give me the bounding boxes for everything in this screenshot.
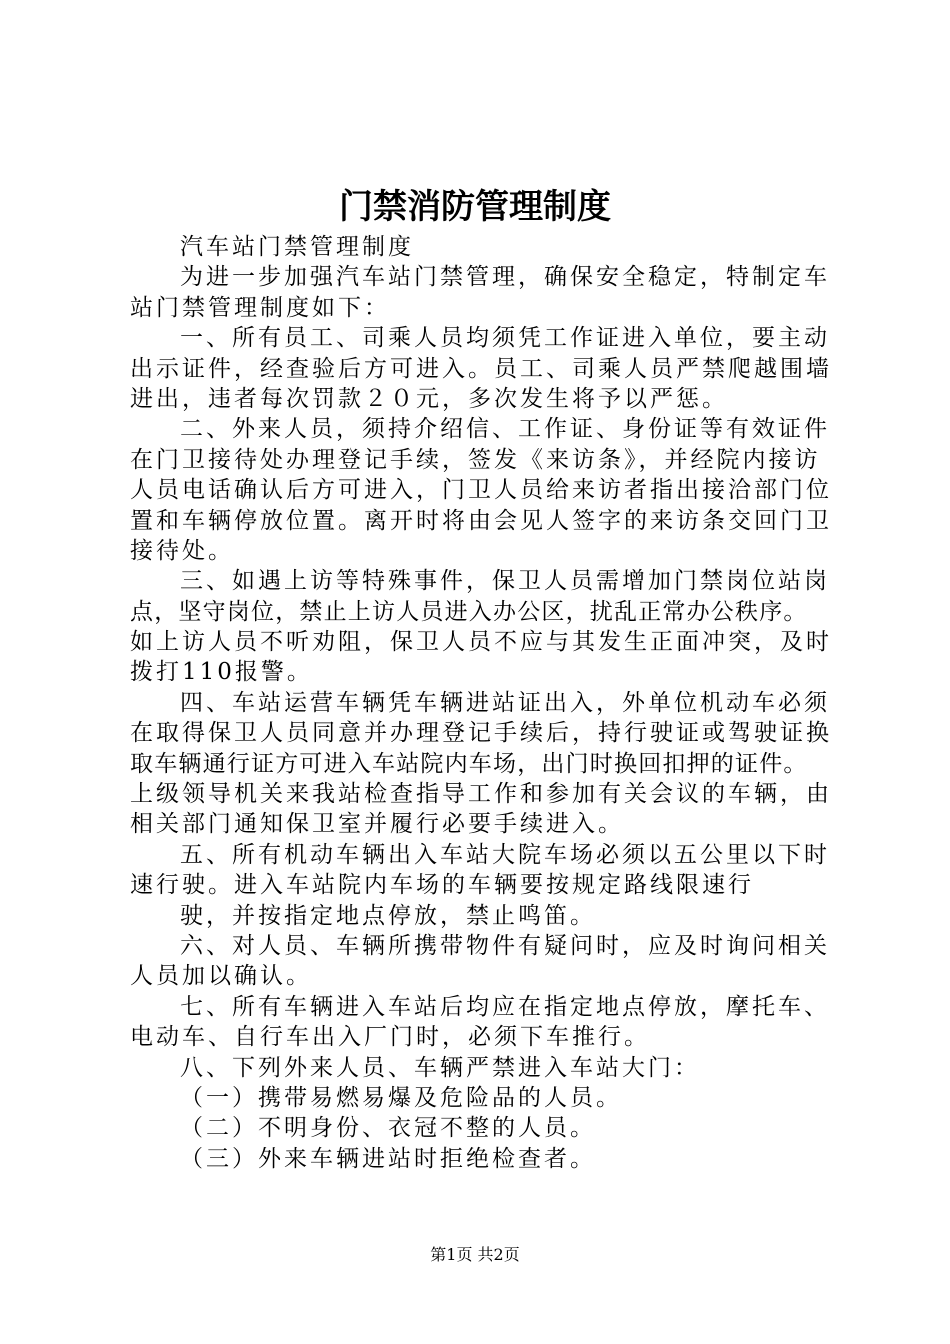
- text-line: 出示证件，经查验后方可进入。员工、司乘人员严禁爬越围墙: [130, 355, 832, 382]
- text-line: 点，坚守岗位，禁止上访人员进入办公区，扰乱正常办公秩序。: [130, 598, 808, 625]
- text-line: 五、所有机动车辆出入车站大院车场必须以五公里以下时: [180, 841, 830, 868]
- text-line: 三、如遇上访等特殊事件，保卫人员需增加门禁岗位站岗: [180, 568, 830, 595]
- text-line: 一、所有员工、司乘人员均须凭工作证进入单位，要主动: [180, 325, 830, 352]
- text-line: 为进一步加强汽车站门禁管理，确保安全稳定，特制定车: [180, 264, 830, 291]
- text-line: 在门卫接待处办理登记手续，签发《来访条》，并经院内接访: [130, 446, 821, 473]
- text-line: 拨打110报警。: [130, 659, 313, 686]
- text-line: 接待处。: [130, 537, 234, 564]
- text-line: 速行驶。进入车站院内车场的车辆要按规定路线限速行: [130, 872, 754, 899]
- text-line: 四、车站运营车辆凭车辆进站证出入，外单位机动车必须: [180, 689, 830, 716]
- text-line: 取车辆通行证方可进入车站院内车场，出门时换回扣押的证件。: [130, 750, 808, 777]
- text-line: 八、下列外来人员、车辆严禁进入车站大门：: [180, 1054, 700, 1081]
- document-title: 门禁消防管理制度: [339, 187, 611, 227]
- text-line: 在取得保卫人员同意并办理登记手续后，持行驶证或驾驶证换: [130, 720, 832, 747]
- text-line: 站门禁管理制度如下：: [130, 294, 390, 321]
- text-line: （三）外来车辆进站时拒绝检查者。: [180, 1145, 596, 1172]
- text-line: 人员加以确认。: [130, 963, 312, 990]
- text-line: 上级领导机关来我站检查指导工作和参加有关会议的车辆，由: [130, 781, 832, 808]
- page-footer: 第1页 共2页: [430, 1245, 520, 1264]
- text-line: （二）不明身份、衣冠不整的人员。: [180, 1115, 596, 1142]
- text-line: 置和车辆停放位置。离开时将由会见人签字的来访条交回门卫: [130, 507, 832, 534]
- text-line: （一）携带易燃易爆及危险品的人员。: [180, 1084, 622, 1111]
- text-line: 驶，并按指定地点停放，禁止鸣笛。: [180, 902, 596, 929]
- text-line: 相关部门通知保卫室并履行必要手续进入。: [130, 811, 624, 838]
- text-line: 七、所有车辆进入车站后均应在指定地点停放，摩托车、: [180, 993, 830, 1020]
- text-line: 汽车站门禁管理制度: [180, 234, 414, 260]
- document-body: [130, 232, 830, 1174]
- text-line: 二、外来人员，须持介绍信、工作证、身份证等有效证件: [180, 416, 830, 443]
- text-line: 人员电话确认后方可进入，门卫人员给来访者指出接洽部门位: [130, 477, 832, 504]
- text-line: 如上访人员不听劝阻，保卫人员不应与其发生正面冲突，及时: [130, 629, 832, 656]
- text-line: 进出，违者每次罚款２０元，多次发生将予以严惩。: [130, 385, 728, 412]
- text-line: 六、对人员、车辆所携带物件有疑问时，应及时询问相关: [180, 932, 830, 959]
- text-line: 电动车、自行车出入厂门时，必须下车推行。: [130, 1024, 650, 1051]
